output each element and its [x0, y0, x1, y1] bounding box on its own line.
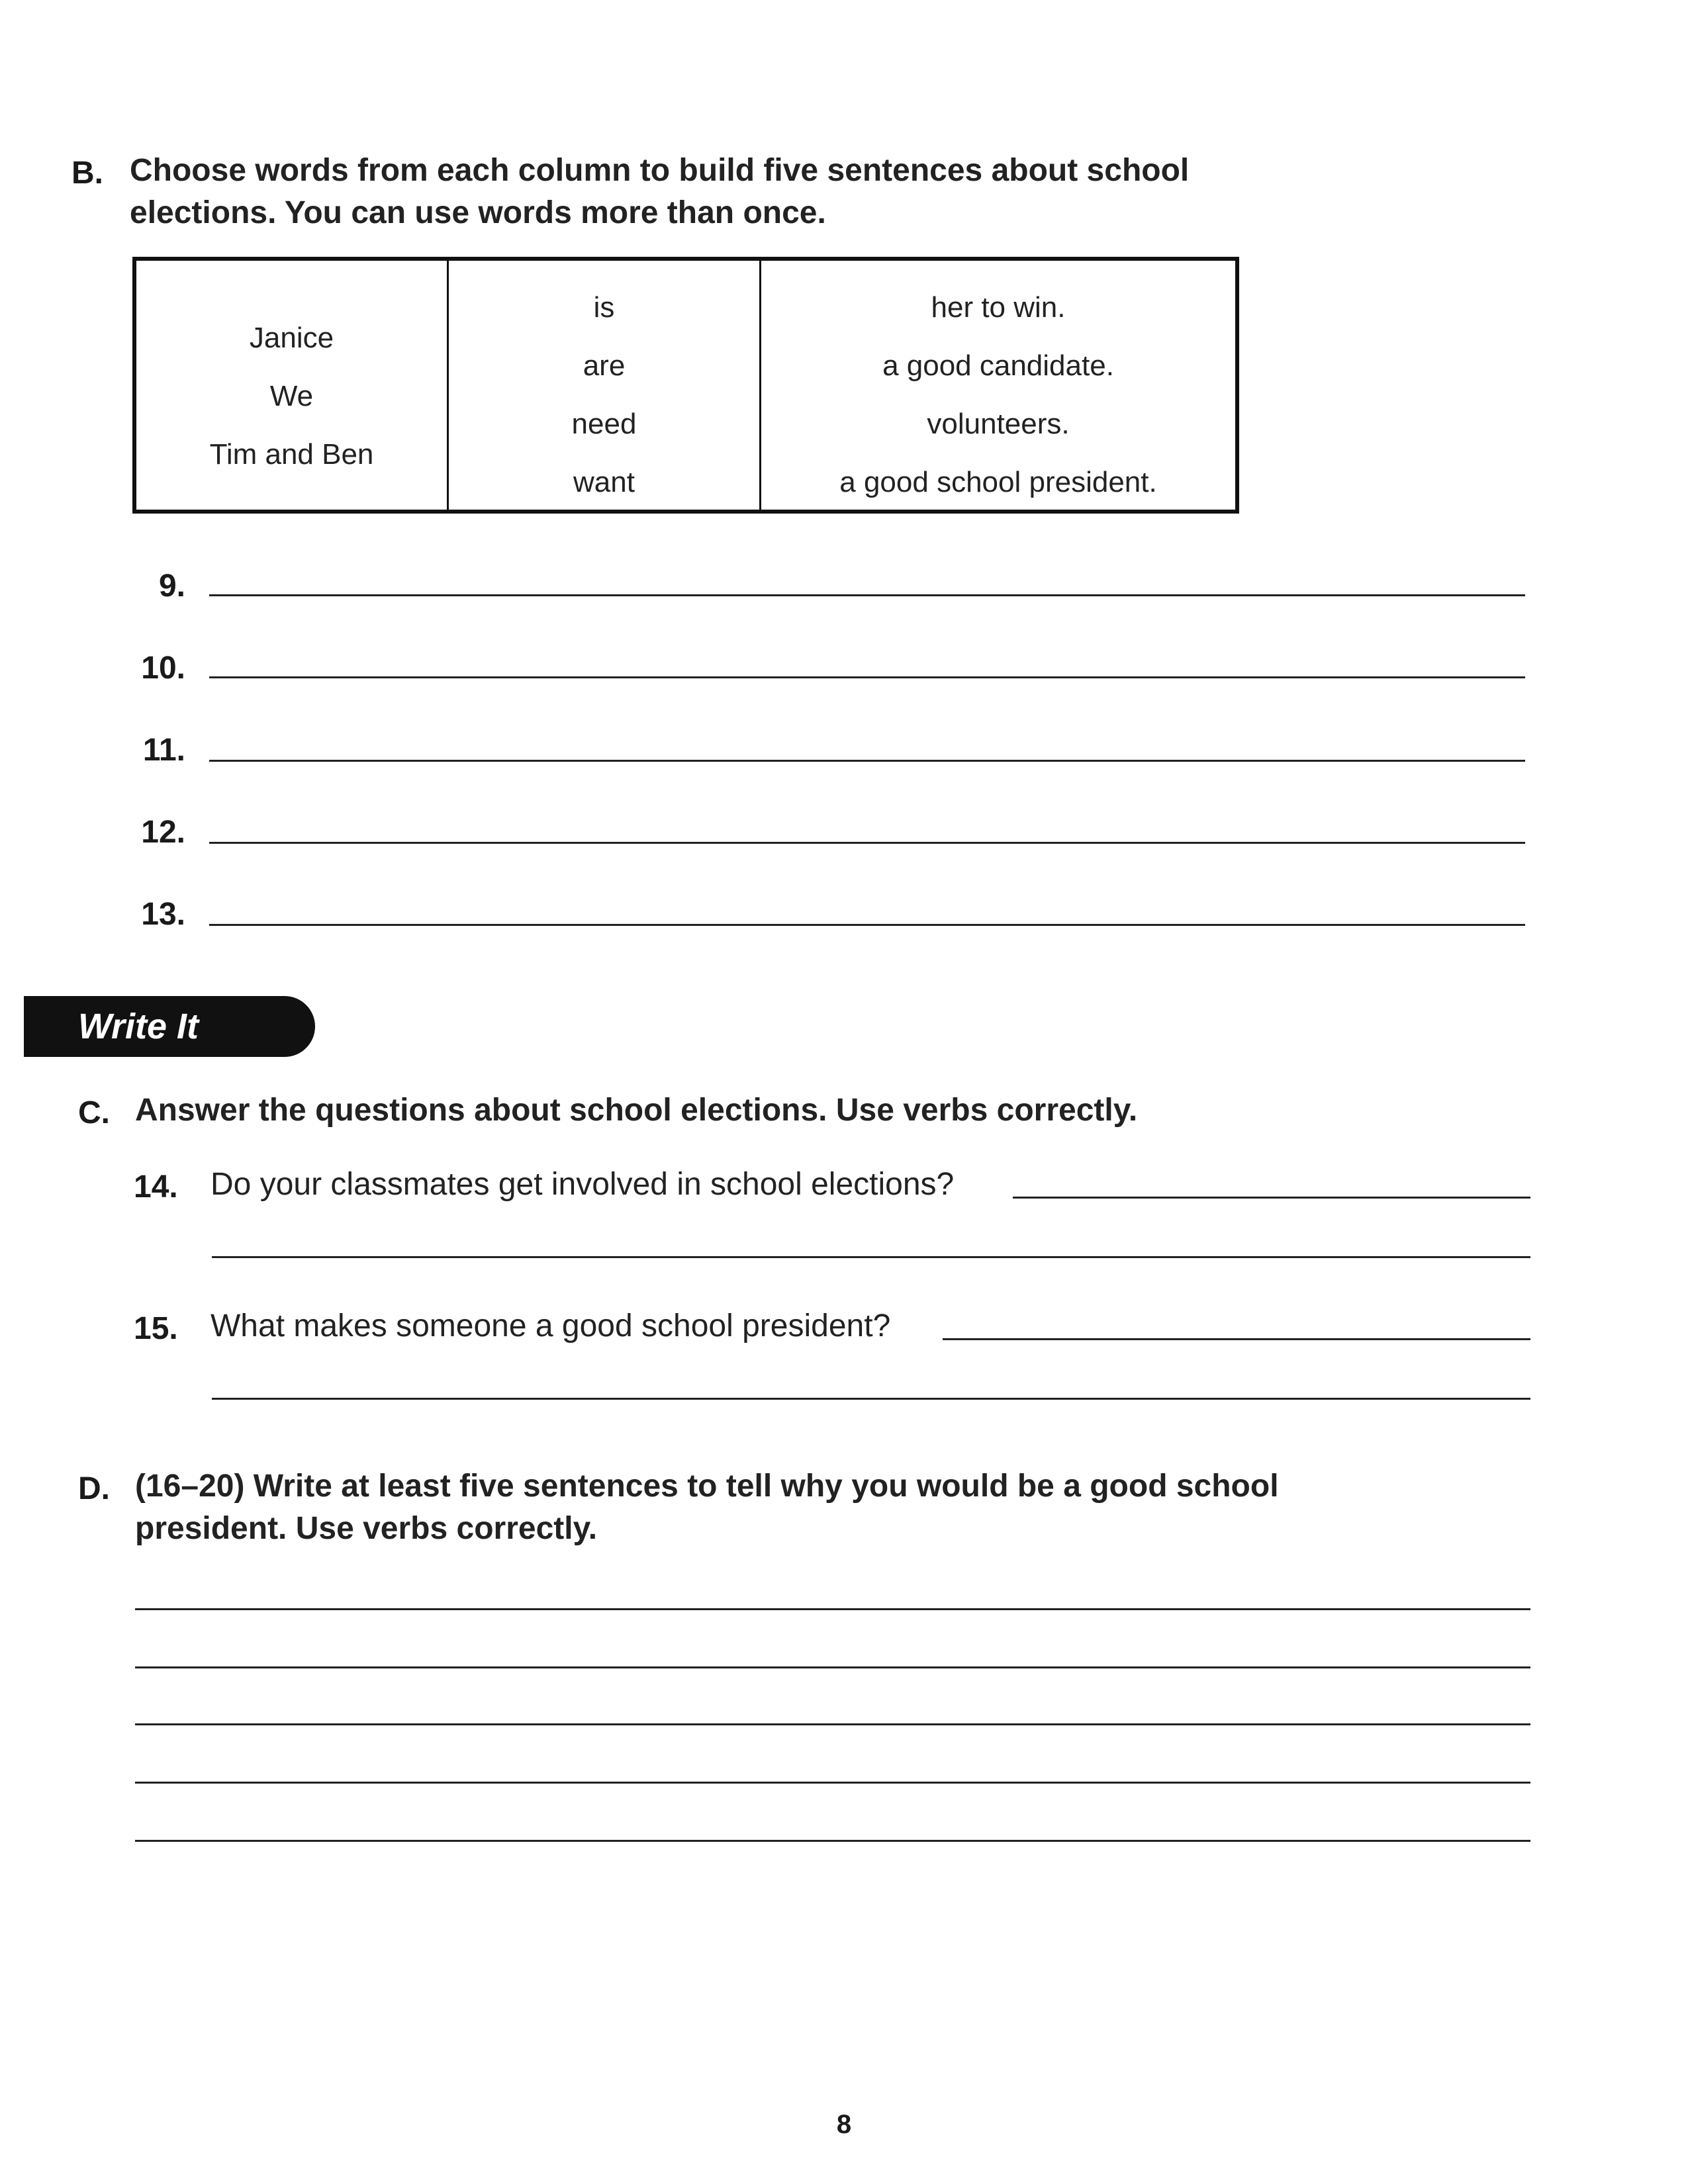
answer-line-14a[interactable]: [1013, 1197, 1530, 1199]
table-cell: Tim and Ben: [209, 438, 374, 471]
table-column-subjects: [136, 261, 449, 510]
section-d-instructions: [135, 1465, 1279, 1550]
section-c-letter: C.: [78, 1095, 110, 1130]
answer-line-13[interactable]: [209, 924, 1525, 926]
table-cell: want: [573, 466, 635, 498]
answer-line-12[interactable]: [209, 842, 1525, 844]
question-number-15: 15.: [134, 1311, 178, 1346]
question-number-14: 14.: [134, 1169, 178, 1205]
answer-line-15a[interactable]: [943, 1338, 1530, 1340]
table-cell: need: [571, 408, 637, 440]
write-it-banner: Write It: [24, 996, 315, 1057]
question-text-14: Do your classmates get involved in school elections?: [211, 1167, 955, 1202]
table-cell: are: [583, 349, 626, 382]
writing-line-4[interactable]: [135, 1782, 1530, 1784]
item-number-11: 11.: [142, 733, 185, 768]
table-column-verbs: [449, 261, 761, 510]
table-column-endings: [761, 261, 1235, 510]
table-cell: We: [269, 380, 314, 412]
table-cell: a good candidate.: [882, 349, 1114, 382]
table-cell: a good school president.: [839, 466, 1157, 498]
answer-line-9[interactable]: [209, 594, 1525, 596]
writing-line-5[interactable]: [135, 1840, 1530, 1842]
table-cell: volunteers.: [927, 408, 1070, 440]
section-b-instructions-line1: Choose words from each column to build five sentences about school: [130, 153, 1190, 188]
writing-line-3[interactable]: [135, 1723, 1530, 1725]
answer-line-14b[interactable]: [212, 1256, 1530, 1258]
section-d-letter: D.: [78, 1471, 110, 1506]
section-b-instructions: [130, 150, 1189, 234]
writing-line-1[interactable]: [135, 1608, 1530, 1610]
answer-line-15b[interactable]: [212, 1398, 1530, 1400]
table-cell: is: [593, 291, 615, 324]
section-c-instructions: Answer the questions about school elections. Use verbs correctly.: [135, 1093, 1138, 1128]
item-number-12: 12.: [141, 815, 185, 850]
section-b-instructions-line2: elections. You can use words more than once.: [130, 195, 826, 230]
answer-line-10[interactable]: [209, 676, 1525, 678]
question-text-15: What makes someone a good school president?: [211, 1308, 891, 1343]
word-choice-table: [132, 257, 1239, 514]
answer-line-11[interactable]: [209, 760, 1525, 762]
section-d-instructions-line2: president. Use verbs correctly.: [135, 1511, 598, 1546]
item-number-9: 9.: [158, 569, 185, 604]
table-cell: Janice: [249, 322, 334, 354]
item-number-13: 13.: [141, 897, 185, 932]
section-d-instructions-line1: (16–20) Write at least five sentences to tell why you would be a good school: [135, 1469, 1279, 1504]
item-number-10: 10.: [141, 651, 185, 686]
section-b-letter: B.: [71, 156, 103, 191]
page-number: 8: [836, 2110, 852, 2139]
writing-line-2[interactable]: [135, 1666, 1530, 1668]
table-cell: her to win.: [931, 291, 1066, 324]
